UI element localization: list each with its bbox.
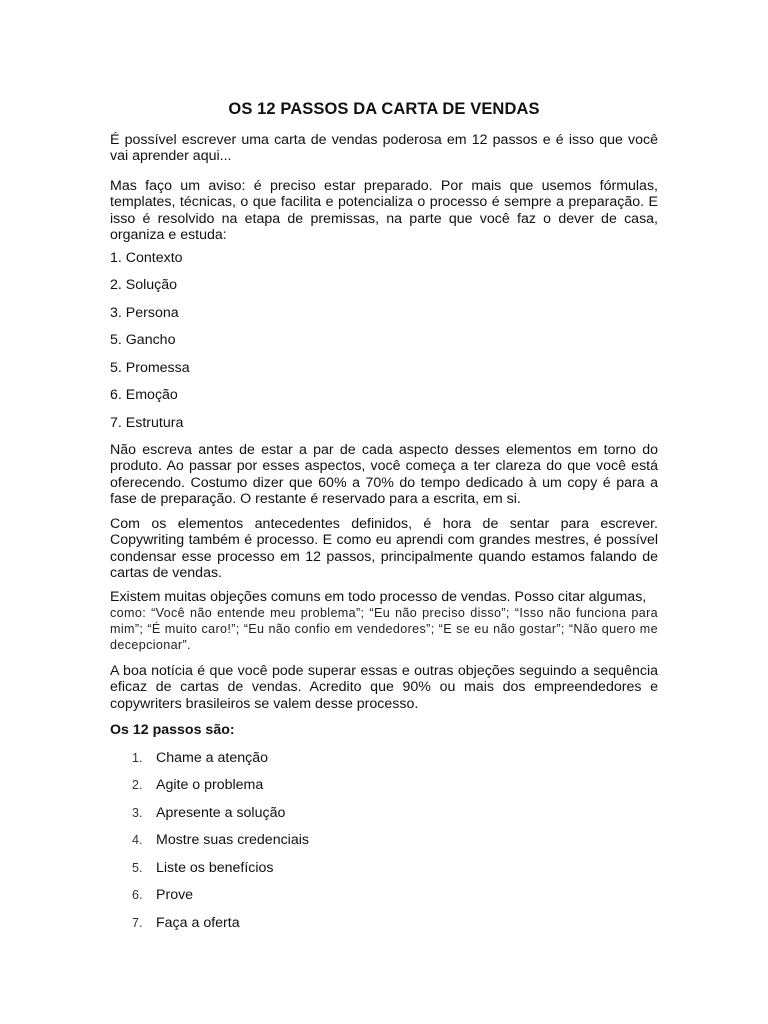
step-item: [132, 832, 309, 848]
step-item: [132, 887, 193, 903]
good-news-paragraph: A boa notícia é que você pode superar essas e outras objeções seguindo a sequência eficaz de cartas de vendas. Acredito que 90% ou mais dos empreendedores e copywriters brasileiros se valem desse processo.: [110, 663, 658, 712]
step-number: 3.: [132, 806, 143, 820]
premise-item: 2. Solução: [110, 277, 178, 293]
step-item: [132, 805, 285, 821]
step-label: Prove: [156, 887, 194, 903]
step-item: [132, 860, 274, 876]
warning-paragraph: Mas faço um aviso: é preciso estar preparado. Por mais que usemos fórmulas, templates, técnicas, o que facilita e potencializa o processo é sempre a preparação. E isso é resolvido na etapa de premissas, na parte que você faz o dever de casa, organiza e estuda:: [110, 178, 658, 244]
step-label: Faça a oferta: [156, 915, 240, 931]
step-number: 6.: [132, 888, 143, 902]
objections-examples-text: como: “Você não entende meu problema”; “Eu não preciso disso”; “Isso não funciona para mim”; “É muito caro!”; “Eu não confio em vendedores”; “E se eu não gostar”; “Não quero me decepcionar”.: [110, 606, 658, 653]
step-number: 2.: [132, 778, 143, 792]
premise-item: 5. Promessa: [110, 360, 190, 376]
step-number: 4.: [132, 833, 143, 847]
elements-note-paragraph: Não escreva antes de estar a par de cada aspecto desses elementos em torno do produto. Ao passar por esses aspectos, você começa a ter clareza do que você está oferecendo. Costumo dizer que 60% a 70% do tempo dedicado à um copy é para a fase de preparação. O restante é reservado para a escrita, em si.: [110, 442, 658, 508]
step-label: Apresente a solução: [156, 805, 286, 821]
step-label: Liste os benefícios: [156, 860, 274, 876]
step-label: Agite o problema: [156, 777, 264, 793]
step-label: Chame a atenção: [156, 750, 268, 766]
step-number: 5.: [132, 861, 143, 875]
step-item: [132, 777, 263, 793]
intro-paragraph: É possível escrever uma carta de vendas poderosa em 12 passos e é isso que você vai aprender aqui...: [110, 132, 658, 165]
premise-item: 3. Persona: [110, 305, 179, 321]
process-note-paragraph: Com os elementos antecedentes definidos, é hora de sentar para escrever. Copywriting também é processo. E como eu aprendi com grandes mestres, é possível condensar esse processo em 12 passos, principalmente quando estamos falando de cartas de vendas.: [110, 516, 658, 582]
steps-heading: Os 12 passos são:: [110, 722, 235, 738]
premise-item: 6. Emoção: [110, 387, 178, 403]
step-number: 1.: [132, 751, 143, 765]
premise-item: 1. Contexto: [110, 250, 183, 266]
step-label: Mostre suas credenciais: [156, 832, 309, 848]
premise-item: 5. Gancho: [110, 332, 176, 348]
step-item: [132, 750, 268, 766]
step-number: 7.: [132, 916, 143, 930]
document-title: OS 12 PASSOS DA CARTA DE VENDAS: [228, 100, 540, 118]
premise-item: 7. Estrutura: [110, 415, 184, 431]
objections-lead-text: Existem muitas objeções comuns em todo processo de vendas. Posso citar algumas,: [110, 589, 647, 605]
step-item: [132, 915, 240, 931]
